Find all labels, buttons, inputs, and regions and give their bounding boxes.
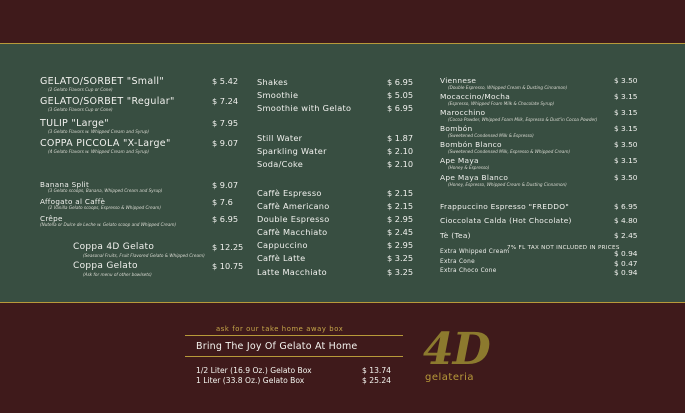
menu-item-name: Cioccolata Calda (Hot Chocolate) [440, 216, 572, 225]
top-band [0, 0, 685, 43]
menu-item-name: Sparkling Water [257, 146, 327, 156]
menu-item-price: $ 7.6 [212, 197, 233, 207]
promo-tagline: ask for our take home away box [216, 325, 344, 333]
menu-item-price: $ 6.95 [614, 202, 638, 211]
takeaway-box-row [196, 366, 312, 375]
takeaway-box-name: 1 Liter (33.8 Oz.) Gelato Box [196, 376, 305, 385]
menu-item-name: Banana Split [40, 180, 90, 189]
menu-item-description: (2 Vanilla Gelato scoops, Espresso & Whipped Cream) [48, 205, 162, 210]
menu-item-name: Mocaccino/Mocha [440, 92, 511, 101]
promo-rule-top [185, 335, 403, 336]
menu-item-name: Frappuccino Espresso "FREDDO" [440, 202, 570, 211]
menu-item-price: $ 2.95 [387, 240, 414, 250]
promo-title: Bring The Joy Of Gelato At Home [196, 341, 358, 352]
menu-item-description: (Ask for menu of other bowlsets) [83, 272, 152, 277]
menu-item-description: (3 Gelato Flavors w. Whipped Cream and Syrup) [48, 129, 149, 134]
menu-item-price: $ 9.07 [212, 180, 239, 190]
takeaway-box-price: $ 25.24 [362, 376, 391, 385]
menu-item-description: (3 Gelato scoops, Banana, Whipped Cream and Syrup) [48, 188, 163, 193]
menu-item-price: $ 7.95 [212, 118, 239, 128]
menu-item-name: Affogato al Caffè [40, 197, 106, 206]
menu-item-price: $ 2.45 [614, 231, 638, 240]
menu-item-price: $ 2.95 [387, 214, 414, 224]
menu-item-name: Caffè Espresso [257, 188, 322, 198]
menu-item-name: Crêpe [40, 214, 63, 223]
menu-item-name: Still Water [257, 133, 303, 143]
menu-item-name: Bombón Blanco [440, 140, 502, 149]
takeaway-box-name: 1/2 Liter (16.9 Oz.) Gelato Box [196, 366, 312, 375]
menu-item-name: COPPA PICCOLA "X-Large" [40, 138, 171, 149]
menu-item-description: (Cocoa Powder, Whipped Foam Milk, Espresso & Dust'in Cocoa Powder) [448, 117, 598, 122]
menu-item-name: Coppa Gelato [73, 261, 138, 271]
takeaway-box-row [196, 376, 304, 385]
menu-item-description: (Espresso, Whipped Foam Milk & Chocolate Syrup) [448, 101, 555, 106]
menu-item-description: (3 Gelato Flavors Cup or Cone) [48, 107, 113, 112]
menu-item-price: $ 0.47 [614, 259, 638, 268]
menu-item-name: Ape Maya [440, 156, 479, 165]
menu-item-price: $ 1.87 [387, 133, 414, 143]
menu-item-price: $ 2.15 [387, 188, 414, 198]
menu-board [0, 44, 685, 302]
menu-item-price: $ 0.94 [614, 268, 638, 277]
menu-item-price: $ 6.95 [212, 214, 239, 224]
menu-item-name: GELATO/SORBET "Small" [40, 76, 164, 87]
menu-item-name: Viennese [440, 76, 477, 85]
tax-note: 7% FL TAX NOT INCLUDED IN PRICES [507, 245, 620, 251]
menu-item-name: Marocchino [440, 108, 486, 117]
menu-item-price: $ 12.25 [212, 242, 244, 252]
menu-item-name: Soda/Coke [257, 159, 304, 169]
menu-item-price: $ 5.05 [387, 90, 414, 100]
menu-item-description: (4 Gelato Flavors w. Whipped Cream and Syrup) [48, 149, 149, 154]
menu-item-description: (Honey & Espresso) [448, 165, 490, 170]
menu-item-name: Coppa 4D Gelato [73, 242, 155, 252]
menu-item-name: GELATO/SORBET "Regular" [40, 96, 175, 107]
menu-item-name: Shakes [257, 77, 288, 87]
menu-item-name: Extra Whipped Cream [440, 249, 510, 255]
menu-item-price: $ 2.45 [387, 227, 414, 237]
menu-item-description: (Honey, Espresso, Whipped Cream & Dusting Cinnamon) [448, 182, 567, 187]
menu-item-name: Ape Maya Blanco [440, 173, 509, 182]
menu-item-price: $ 4.80 [614, 216, 638, 225]
menu-item-price: $ 3.50 [614, 76, 638, 85]
menu-item-description: (2 Gelato Flavors Cup or Cone) [48, 87, 113, 92]
menu-item-name: Double Espresso [257, 214, 330, 224]
menu-item-name: Latte Macchiato [257, 267, 327, 277]
menu-item-price: $ 0.94 [614, 249, 638, 258]
menu-item-name: Extra Cone [440, 259, 475, 265]
menu-item-price: $ 3.25 [387, 267, 414, 277]
menu-item-name: Bombón [440, 124, 473, 133]
menu-item-name: Extra Choco Cone [440, 268, 497, 274]
menu-item-description: (Sweetened Condensed Milk & Espresso) [448, 133, 534, 138]
menu-item-price: $ 5.42 [212, 76, 239, 86]
menu-item-name: Tè (Tea) [440, 231, 471, 240]
gelateria-logo-subtitle: gelateria [425, 372, 474, 383]
menu-item-price: $ 9.07 [212, 138, 239, 148]
menu-item-price: $ 10.75 [212, 261, 244, 271]
menu-item-price: $ 3.25 [387, 253, 414, 263]
menu-item-name: Smoothie with Gelato [257, 103, 352, 113]
menu-item-price: $ 3.15 [614, 124, 638, 133]
menu-item-name: Cappuccino [257, 240, 308, 250]
menu-item-price: $ 2.10 [387, 159, 414, 169]
menu-item-description: (Sweetened Condensed Milk, Espresso & Whipped Cream) [448, 149, 571, 154]
menu-item-price: $ 6.95 [387, 103, 414, 113]
menu-item-price: $ 2.15 [387, 201, 414, 211]
menu-item-description: (Nutella or Dulce de Leche w. Gelato scoop and Whipped Cream) [40, 222, 177, 227]
menu-item-price: $ 2.10 [387, 146, 414, 156]
menu-item-name: TULIP "Large" [40, 118, 109, 129]
menu-item-price: $ 3.15 [614, 92, 638, 101]
gelateria-logo-mark: 4D [423, 324, 490, 375]
menu-item-price: $ 6.95 [387, 77, 414, 87]
menu-item-price: $ 7.24 [212, 96, 239, 106]
bottom-band [0, 303, 685, 413]
menu-item-description: (Seasonal Fruits, Fruit Flavored Gelato & Whipped Cream) [83, 253, 205, 258]
takeaway-box-price: $ 13.74 [362, 366, 391, 375]
menu-item-name: Caffè Latte [257, 253, 306, 263]
menu-item-name: Caffè Americano [257, 201, 330, 211]
menu-item-description: (Double Espresso, Whipped Cream & Dusting Cinnamon) [448, 85, 568, 90]
menu-item-price: $ 3.15 [614, 108, 638, 117]
menu-item-name: Smoothie [257, 90, 299, 100]
menu-item-price: $ 3.50 [614, 173, 638, 182]
menu-item-price: $ 3.15 [614, 156, 638, 165]
menu-item-name: Caffè Macchiato [257, 227, 328, 237]
menu-item-price: $ 3.50 [614, 140, 638, 149]
promo-rule-bottom [185, 356, 403, 357]
